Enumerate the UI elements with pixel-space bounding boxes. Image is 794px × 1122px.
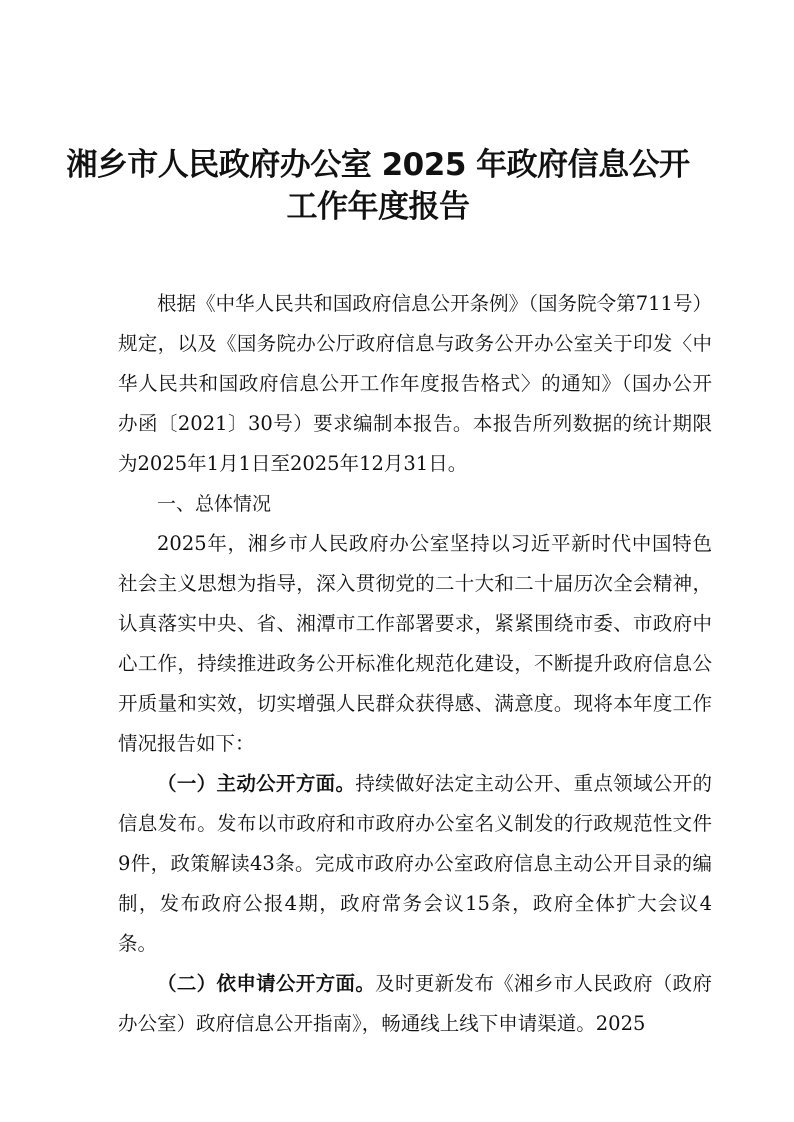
- active-disclosure-lead: （一）主动公开方面。: [157, 772, 356, 795]
- application-disclosure-lead: （二）依申请公开方面。: [157, 972, 376, 995]
- active-disclosure-text: 持续做好法定主动公开、重点领域公开的信息发布。发布以市政府和市政府办公室名义制发的行政规范性文件9件，政策解读43条。完成市政府办公室政府信息主动公开目录的编制，发布政府公报4期，政府常务会议15条，政府全体扩大会议4条。: [118, 772, 712, 955]
- report-body: [118, 284, 712, 1044]
- application-disclosure-paragraph: [118, 964, 712, 1044]
- report-title: [40, 0, 716, 228]
- application-disclosure-text: 及时更新发布《湘乡市人民政府（政府办公室）政府信息公开指南》，畅通线上线下申请渠道。2025: [118, 972, 712, 1035]
- section-heading-overview: 一、总体情况: [157, 493, 272, 515]
- intro-paragraph: 根据《中华人民共和国政府信息公开条例》（国务院令第711号）规定，以及《国务院办公厅政府信息与政务公开办公室关于印发〈中华人民共和国政府信息公开工作年度报告格式〉的通知》（国办公开办函〔2021〕30号）要求编制本报告。本报告所列数据的统计期限为2025年1月1日至2025年12月31日。: [118, 292, 712, 475]
- overview-paragraph: 2025年，湘乡市人民政府办公室坚持以习近平新时代中国特色社会主义思想为指导，深入贯彻党的二十大和二十届历次全会精神，认真落实中央、省、湘潭市工作部署要求，紧紧围绕市委、市政府中心工作，持续推进政务公开标准化规范化建设，不断提升政府信息公开质量和实效，切实增强人民群众获得感、满意度。现将本年度工作情况报告如下：: [118, 532, 712, 755]
- active-disclosure-paragraph: [118, 764, 712, 964]
- report-title-line2: 工作年度报告: [286, 189, 470, 225]
- report-title-line1: 湘乡市人民政府办公室 2025 年政府信息公开: [66, 147, 690, 183]
